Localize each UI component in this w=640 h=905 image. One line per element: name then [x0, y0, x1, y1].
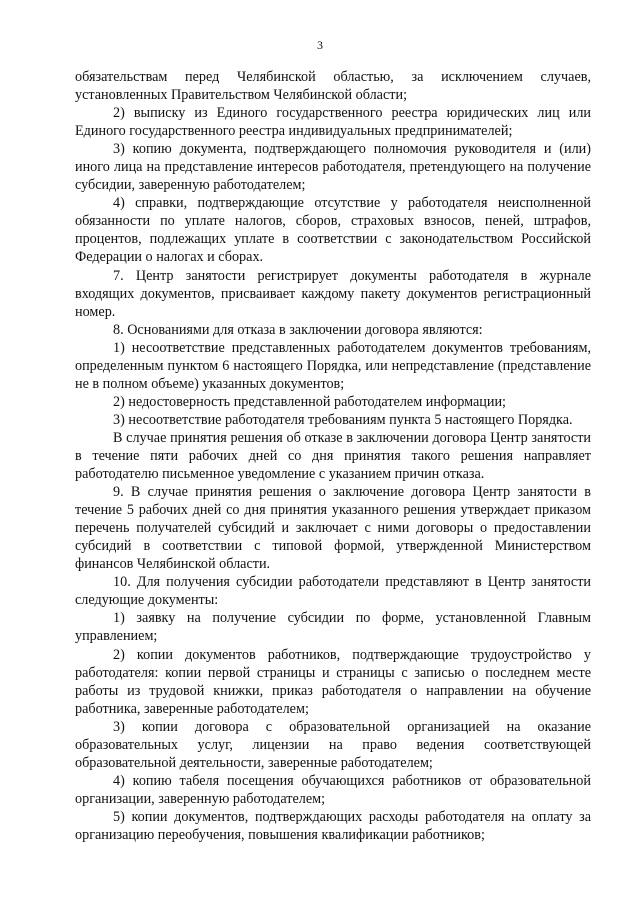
paragraph-clause-8: 8. Основаниями для отказа в заключении договора являются: [113, 321, 483, 338]
paragraph-item-2-extract: 2) выписку из Единого государственного реестра юридических лиц или Единого государственного реестра индивидуальных предпринимателей; [75, 105, 591, 140]
paragraph-clause-9: 9. В случае принятия решения о заключение договора Центр занятости в течение 5 рабочих дней со дня принятия указанного решения утверждает приказом перечень получателей субсидий и заключает с ними договоры о предоставлении субсидий в соответствии с типовой формой, утвержденной Министерством финансов Челябинской области. [75, 484, 591, 573]
paragraph-continuation: обязательствам перед Челябинской областью, за исключением случаев, установленных Правительством Челябинской области; [75, 69, 591, 104]
paragraph-docs-5: 5) копии документов, подтверждающих расходы работодателя на оплату за организацию переобучения, повышения квалификации работников; [75, 808, 591, 843]
document-body [75, 68, 591, 844]
paragraph-docs-3: 3) копии договора с образовательной организацией на оказание образовательных услуг, лицензии на право ведения соответствующей образовательной деятельности, заверенные работодателем; [75, 718, 591, 771]
paragraph-refusal-1: 1) несоответствие представленных работодателем документов требованиям, определенным пунктом 6 настоящего Порядка, или непредставление (представление не в полном объеме) указанных документов; [75, 339, 591, 392]
paragraph-refusal-2: 2) недостоверность представленной работодателем информации; [113, 393, 506, 410]
paragraph-refusal-3: 3) несоответствие работодателя требованиям пункта 5 настоящего Порядка. [113, 411, 573, 428]
page-number: 3 [317, 38, 323, 52]
paragraph-item-4-tax-certificates: 4) справки, подтверждающие отсутствие у работодателя неисполненной обязанности по уплате налогов, сборов, страховых взносов, пеней, штрафов, процентов, подлежащих уплате в соответствии с законодательством Российской Федерации о налогах и сборах. [75, 195, 591, 266]
paragraph-refusal-notice: В случае принятия решения об отказе в заключении договора Центр занятости в течение пяти рабочих дней со дня принятия такого решения направляет работодателю письменное уведомление с указанием причин отказа. [75, 429, 591, 483]
paragraph-docs-1: 1) заявку на получение субсидии по форме, установленной Главным управлением; [75, 610, 591, 645]
paragraph-clause-7: 7. Центр занятости регистрирует документы работодателя в журнале входящих документов, присваивает каждому пакету документов регистрационный номер. [75, 267, 591, 320]
paragraph-docs-2: 2) копии документов работников, подтверждающие трудоустройство у работодателя: копии первой страницы и страницы с записью о последнем месте работы из трудовой книжки, приказ работодателя о направлении на обучение работника, заверенные работодателем; [75, 646, 591, 717]
paragraph-item-3-authority: 3) копию документа, подтверждающего полномочия руководителя и (или) иного лица на представление интересов работодателя, претендующего на получение субсидии, заверенную работодателем; [75, 141, 591, 194]
paragraph-clause-10: 10. Для получения субсидии работодатели представляют в Центр занятости следующие документы: [75, 574, 591, 609]
paragraph-docs-4: 4) копию табеля посещения обучающихся работников от образовательной организации, заверенную работодателем; [75, 772, 591, 807]
